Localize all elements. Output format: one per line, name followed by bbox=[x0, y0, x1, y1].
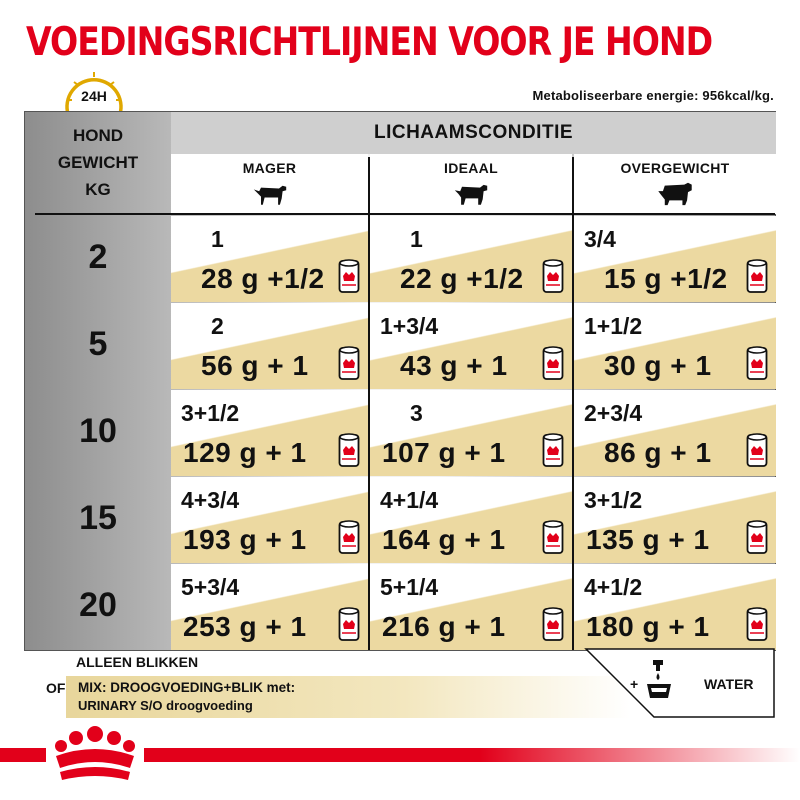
can-fraction: 3+1/2 bbox=[181, 400, 240, 426]
table-cell bbox=[370, 564, 572, 650]
weight-value: 5 bbox=[88, 325, 108, 363]
can-fraction: 1+1/2 bbox=[584, 313, 643, 339]
can-fraction: 1+3/4 bbox=[380, 313, 439, 339]
cans-only-label: ALLEEN BLIKKEN bbox=[76, 654, 199, 670]
can-icon bbox=[338, 519, 360, 560]
dry-food-grams: 164 g + 1 bbox=[382, 524, 506, 555]
column-divider bbox=[572, 157, 574, 650]
weight-value: 20 bbox=[79, 586, 117, 624]
can-icon bbox=[746, 345, 768, 386]
can-icon bbox=[338, 432, 360, 473]
can-fraction: 3 bbox=[410, 400, 423, 426]
table-cell bbox=[370, 216, 572, 302]
can-fraction: 3/4 bbox=[584, 226, 616, 252]
table-cell bbox=[574, 303, 776, 389]
table-cell bbox=[171, 216, 368, 302]
hond-label: HOND bbox=[72, 126, 124, 145]
column-header-overgewicht bbox=[574, 154, 776, 214]
table-cell bbox=[574, 564, 776, 650]
energy-label: Metaboliseerbare energie: 956kcal/kg. bbox=[532, 88, 774, 103]
gewicht-label: GEWICHT bbox=[57, 153, 139, 172]
can-icon bbox=[338, 258, 360, 299]
dry-food-grams: 180 g + 1 bbox=[586, 611, 710, 642]
page-title: VOEDINGSRICHTLIJNEN VOOR JE HOND bbox=[26, 20, 713, 65]
weight-value: 2 bbox=[88, 238, 108, 276]
feeding-table bbox=[24, 111, 776, 651]
dry-food-grams: 22 g +1/2 bbox=[400, 263, 524, 294]
dry-food-grams: 216 g + 1 bbox=[382, 611, 506, 642]
table-cell bbox=[574, 216, 776, 302]
dog-icon bbox=[252, 180, 288, 206]
mix-label: MIX: DROOGVOEDING+BLIK met: bbox=[78, 680, 296, 695]
can-icon bbox=[542, 258, 564, 299]
weight-value: 15 bbox=[79, 499, 117, 537]
table-cell bbox=[370, 477, 572, 563]
table-cell bbox=[171, 390, 368, 476]
dry-food-grams: 56 g + 1 bbox=[201, 350, 309, 381]
table-cell bbox=[171, 564, 368, 650]
dry-food-grams: 135 g + 1 bbox=[586, 524, 710, 555]
can-icon bbox=[338, 345, 360, 386]
mager-label: MAGER bbox=[242, 160, 297, 176]
can-icon bbox=[542, 519, 564, 560]
clock-label: 24H bbox=[81, 88, 107, 104]
column-divider bbox=[368, 157, 370, 650]
can-icon bbox=[338, 606, 360, 647]
table-cell bbox=[370, 303, 572, 389]
plus-label: + bbox=[630, 676, 639, 692]
can-fraction: 4+1/4 bbox=[380, 487, 439, 513]
header-divider bbox=[35, 213, 775, 215]
overgewicht-label: OVERGEWICHT bbox=[620, 160, 730, 176]
dog-icon bbox=[656, 180, 694, 206]
can-fraction: 1 bbox=[211, 226, 224, 252]
dry-food-grams: 28 g +1/2 bbox=[201, 263, 325, 294]
table-cell bbox=[574, 390, 776, 476]
dry-food-grams: 43 g + 1 bbox=[400, 350, 508, 381]
water-bowl-icon bbox=[644, 658, 674, 700]
column-header-mager bbox=[171, 154, 368, 214]
table-cell bbox=[574, 477, 776, 563]
water-label: WATER bbox=[704, 676, 754, 692]
or-label: OF bbox=[46, 680, 66, 696]
kg-label: KG bbox=[85, 180, 111, 199]
column-header-ideaal bbox=[370, 154, 572, 214]
dry-food-grams: 86 g + 1 bbox=[604, 437, 712, 468]
table-cell bbox=[171, 477, 368, 563]
can-icon bbox=[542, 432, 564, 473]
table-cell bbox=[171, 303, 368, 389]
dry-food-grams: 129 g + 1 bbox=[183, 437, 307, 468]
can-fraction: 2 bbox=[211, 313, 224, 339]
table-cell bbox=[370, 390, 572, 476]
can-icon bbox=[746, 519, 768, 560]
dry-food-grams: 193 g + 1 bbox=[183, 524, 307, 555]
can-icon bbox=[542, 606, 564, 647]
dry-food-grams: 30 g + 1 bbox=[604, 350, 712, 381]
mix-product-label: URINARY S/O droogvoeding bbox=[78, 698, 253, 713]
can-fraction: 4+3/4 bbox=[181, 487, 240, 513]
can-icon bbox=[746, 432, 768, 473]
dry-food-grams: 15 g +1/2 bbox=[604, 263, 728, 294]
can-fraction: 4+1/2 bbox=[584, 574, 643, 600]
can-fraction: 5+3/4 bbox=[181, 574, 240, 600]
weight-value: 10 bbox=[79, 412, 117, 450]
dog-icon bbox=[453, 180, 489, 206]
body-condition-header: LICHAAMSCONDITIE bbox=[171, 112, 776, 154]
can-fraction: 5+1/4 bbox=[380, 574, 439, 600]
dry-food-grams: 253 g + 1 bbox=[183, 611, 307, 642]
can-fraction: 2+3/4 bbox=[584, 400, 643, 426]
royal-canin-crown-logo bbox=[46, 722, 144, 784]
can-fraction: 3+1/2 bbox=[584, 487, 643, 513]
can-fraction: 1 bbox=[410, 226, 423, 252]
weight-column-header bbox=[25, 122, 171, 203]
ideaal-label: IDEAAL bbox=[444, 160, 498, 176]
can-icon bbox=[746, 258, 768, 299]
dry-food-grams: 107 g + 1 bbox=[382, 437, 506, 468]
can-icon bbox=[542, 345, 564, 386]
can-icon bbox=[746, 606, 768, 647]
